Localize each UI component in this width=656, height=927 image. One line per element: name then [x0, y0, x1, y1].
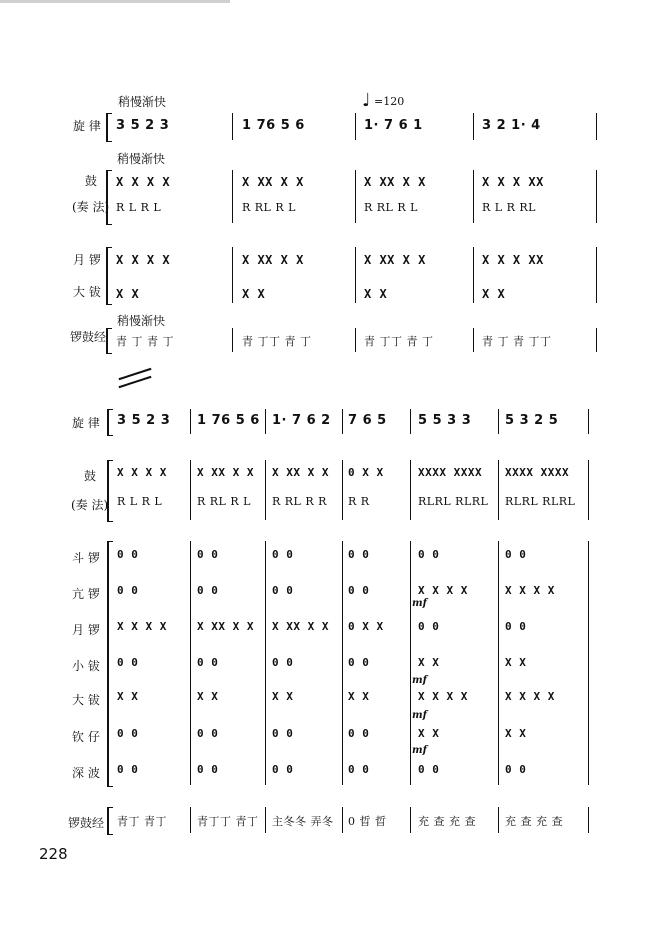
measure-jing: 青 丁 青 丁丁: [482, 335, 552, 348]
measure-dou-luo: 0 0: [272, 548, 294, 561]
measure-kang-luo: X X X X: [418, 584, 468, 597]
barline: [473, 247, 474, 303]
measure-drum: X XX X X: [364, 175, 426, 189]
measure-da-bo: X X: [364, 287, 388, 301]
barline: [232, 113, 233, 140]
barline: [265, 807, 266, 833]
measure-yue-luo: X XX X X: [272, 620, 329, 633]
measure-drum: X XX X X: [197, 466, 254, 479]
barline: [355, 113, 356, 140]
measure-da-bo: X X: [272, 690, 294, 703]
measure-jing: 青 丁 青 丁: [116, 335, 174, 348]
barline: [596, 328, 597, 352]
measure-melody: 3 2 1· 4: [482, 118, 541, 133]
barline: [232, 247, 233, 303]
system-bracket: [106, 328, 112, 354]
barline: [342, 460, 343, 520]
measure-qin-zai: 0 0: [272, 727, 294, 740]
dynamic-marking: mf: [412, 710, 427, 721]
measure-strokes: RLRL RLRL: [505, 495, 576, 508]
system-bracket: [107, 460, 113, 522]
measure-shen-bo: 0 0: [505, 763, 527, 776]
measure-melody: 3 5 2 3: [117, 413, 171, 428]
measure-jing: 青丁 青丁: [117, 815, 167, 828]
measure-xiao-bo: 0 0: [197, 656, 219, 669]
instrument-label: 小 钹: [72, 659, 100, 673]
instrument-label: 月 锣: [72, 623, 100, 637]
measure-dou-luo: 0 0: [117, 548, 139, 561]
barline: [410, 807, 411, 833]
instrument-label: 深 波: [72, 766, 100, 780]
instrument-label: 斗 锣: [72, 551, 100, 565]
measure-shen-bo: 0 0: [348, 763, 370, 776]
instrument-label: 旋 律: [72, 416, 100, 430]
tempo-marking: 稍慢渐快: [118, 95, 167, 109]
measure-jing: 充 查 充 查: [505, 815, 563, 828]
measure-qin-zai: 0 0: [117, 727, 139, 740]
barline: [498, 460, 499, 520]
barline: [498, 807, 499, 833]
measure-drum: X XX X X: [242, 175, 304, 189]
instrument-label: 钦 仔: [72, 730, 100, 744]
measure-drum: XXXX XXXX: [505, 466, 570, 479]
measure-kang-luo: X X X X: [505, 584, 555, 597]
header-rule: [0, 0, 230, 3]
measure-drum: 0 X X: [348, 466, 384, 479]
measure-da-bo: X X: [482, 287, 506, 301]
measure-yue-luo: 0 0: [418, 620, 440, 633]
barline: [473, 170, 474, 223]
dynamic-marking: mf: [412, 745, 427, 756]
measure-melody: 5 5 3 3: [418, 413, 472, 428]
instrument-label: 亢 锣: [72, 587, 100, 601]
system-bracket: [107, 541, 113, 787]
barline: [596, 170, 597, 223]
instrument-label: 鼓: [84, 469, 97, 483]
measure-xiao-bo: 0 0: [272, 656, 294, 669]
measure-da-bo: X X: [116, 287, 140, 301]
barline: [473, 328, 474, 352]
system-bracket: [107, 409, 113, 436]
measure-xiao-bo: X X: [418, 656, 440, 669]
measure-dou-luo: 0 0: [505, 548, 527, 561]
measure-yue-luo: X X X X: [117, 620, 167, 633]
barline: [410, 541, 411, 785]
measure-kang-luo: 0 0: [272, 584, 294, 597]
measure-drum: X X X X: [117, 466, 167, 479]
measure-kang-luo: 0 0: [348, 584, 370, 597]
system-bracket: [106, 113, 112, 142]
measure-strokes: R L R L: [117, 495, 163, 508]
measure-strokes: RLRL RLRL: [418, 495, 489, 508]
system-bracket: [106, 247, 112, 305]
measure-yue-luo: 0 0: [505, 620, 527, 633]
measure-jing: 0 晢 晢: [348, 815, 387, 828]
measure-strokes: R L R RL: [482, 201, 536, 214]
measure-melody: 1· 7 6 2: [272, 413, 331, 428]
measure-melody: 1 76 5 6: [242, 118, 305, 133]
measure-strokes: R RL R L: [242, 201, 296, 214]
barline: [596, 247, 597, 303]
measure-qin-zai: 0 0: [348, 727, 370, 740]
measure-kang-luo: 0 0: [117, 584, 139, 597]
barline: [410, 460, 411, 520]
measure-qin-zai: X X: [418, 727, 440, 740]
measure-melody: 5 3 2 5: [505, 413, 559, 428]
instrument-label: 锣鼓经: [70, 330, 107, 344]
measure-da-bo: X X: [348, 690, 370, 703]
instrument-label: 鼓: [85, 174, 98, 188]
measure-da-bo: X X X X: [505, 690, 555, 703]
measure-melody: 1 76 5 6: [197, 413, 260, 428]
measure-strokes: R RL R L: [364, 201, 418, 214]
measure-strokes: R RL R R: [272, 495, 327, 508]
barline: [473, 113, 474, 140]
barline: [588, 541, 589, 785]
measure-shen-bo: 0 0: [197, 763, 219, 776]
measure-da-bo: X X: [242, 287, 266, 301]
measure-strokes: R R: [348, 495, 370, 508]
measure-qin-zai: X X: [505, 727, 527, 740]
instrument-label: 大 钹: [73, 285, 101, 299]
quarter-note-icon: ♩: [362, 90, 371, 111]
measure-qin-zai: 0 0: [197, 727, 219, 740]
barline: [588, 807, 589, 833]
barline: [355, 247, 356, 303]
measure-shen-bo: 0 0: [117, 763, 139, 776]
measure-shen-bo: 0 0: [418, 763, 440, 776]
barline: [588, 409, 589, 434]
measure-da-bo: X X X X: [418, 690, 468, 703]
measure-dou-luo: 0 0: [348, 548, 370, 561]
measure-strokes: R L R L: [116, 201, 162, 214]
barline: [265, 409, 266, 434]
barline: [265, 460, 266, 520]
measure-jing: 青丁丁 青丁: [197, 815, 259, 828]
metronome-value: =120: [374, 95, 405, 108]
barline: [355, 328, 356, 352]
measure-yue-luo: X X X X: [116, 253, 171, 267]
instrument-label: (奏 法): [72, 200, 110, 214]
measure-melody: 3 5 2 3: [116, 118, 170, 133]
barline: [498, 541, 499, 785]
measure-jing: 青 丁丁 青 丁: [364, 335, 434, 348]
measure-yue-luo: 0 X X: [348, 620, 384, 633]
measure-da-bo: X X: [197, 690, 219, 703]
barline: [232, 170, 233, 223]
barline: [190, 807, 191, 833]
measure-xiao-bo: 0 0: [348, 656, 370, 669]
barline: [190, 409, 191, 434]
barline: [190, 541, 191, 785]
measure-jing: 主冬冬 弄冬: [272, 815, 334, 828]
barline: [265, 541, 266, 785]
measure-drum: X X X XX: [482, 175, 544, 189]
tempo-marking: 稍慢渐快: [117, 314, 166, 328]
dynamic-marking: mf: [412, 675, 427, 686]
measure-strokes: R RL R L: [197, 495, 251, 508]
instrument-label: 月 锣: [73, 253, 101, 267]
barline: [342, 807, 343, 833]
measure-jing: 充 查 充 查: [418, 815, 476, 828]
measure-da-bo: X X: [117, 690, 139, 703]
measure-melody: 7 6 5: [348, 413, 387, 428]
measure-kang-luo: 0 0: [197, 584, 219, 597]
measure-dou-luo: 0 0: [418, 548, 440, 561]
dynamic-marking: mf: [412, 598, 427, 609]
measure-drum: X X X X: [116, 175, 171, 189]
instrument-label: (奏 法): [71, 498, 109, 512]
barline: [355, 170, 356, 223]
measure-xiao-bo: 0 0: [117, 656, 139, 669]
tempo-marking: 稍慢渐快: [117, 152, 166, 166]
barline: [232, 328, 233, 352]
system-bracket: [107, 807, 113, 835]
measure-yue-luo: X XX X X: [197, 620, 254, 633]
instrument-label: 大 钹: [72, 693, 100, 707]
barline: [596, 113, 597, 140]
measure-shen-bo: 0 0: [272, 763, 294, 776]
instrument-label: 旋 律: [73, 119, 101, 133]
measure-drum: X XX X X: [272, 466, 329, 479]
barline: [342, 541, 343, 785]
barline: [342, 409, 343, 434]
measure-dou-luo: 0 0: [197, 548, 219, 561]
barline: [190, 460, 191, 520]
barline: [410, 409, 411, 434]
measure-drum: XXXX XXXX: [418, 466, 483, 479]
barline: [498, 409, 499, 434]
measure-melody: 1· 7 6 1: [364, 118, 423, 133]
measure-yue-luo: X XX X X: [242, 253, 304, 267]
measure-xiao-bo: X X: [505, 656, 527, 669]
measure-yue-luo: X X X XX: [482, 253, 544, 267]
barline: [588, 460, 589, 520]
instrument-label: 锣鼓经: [68, 816, 105, 830]
measure-yue-luo: X XX X X: [364, 253, 426, 267]
page-number: 228: [39, 845, 68, 863]
measure-jing: 青 丁丁 青 丁: [242, 335, 312, 348]
system-bracket: [106, 170, 112, 225]
